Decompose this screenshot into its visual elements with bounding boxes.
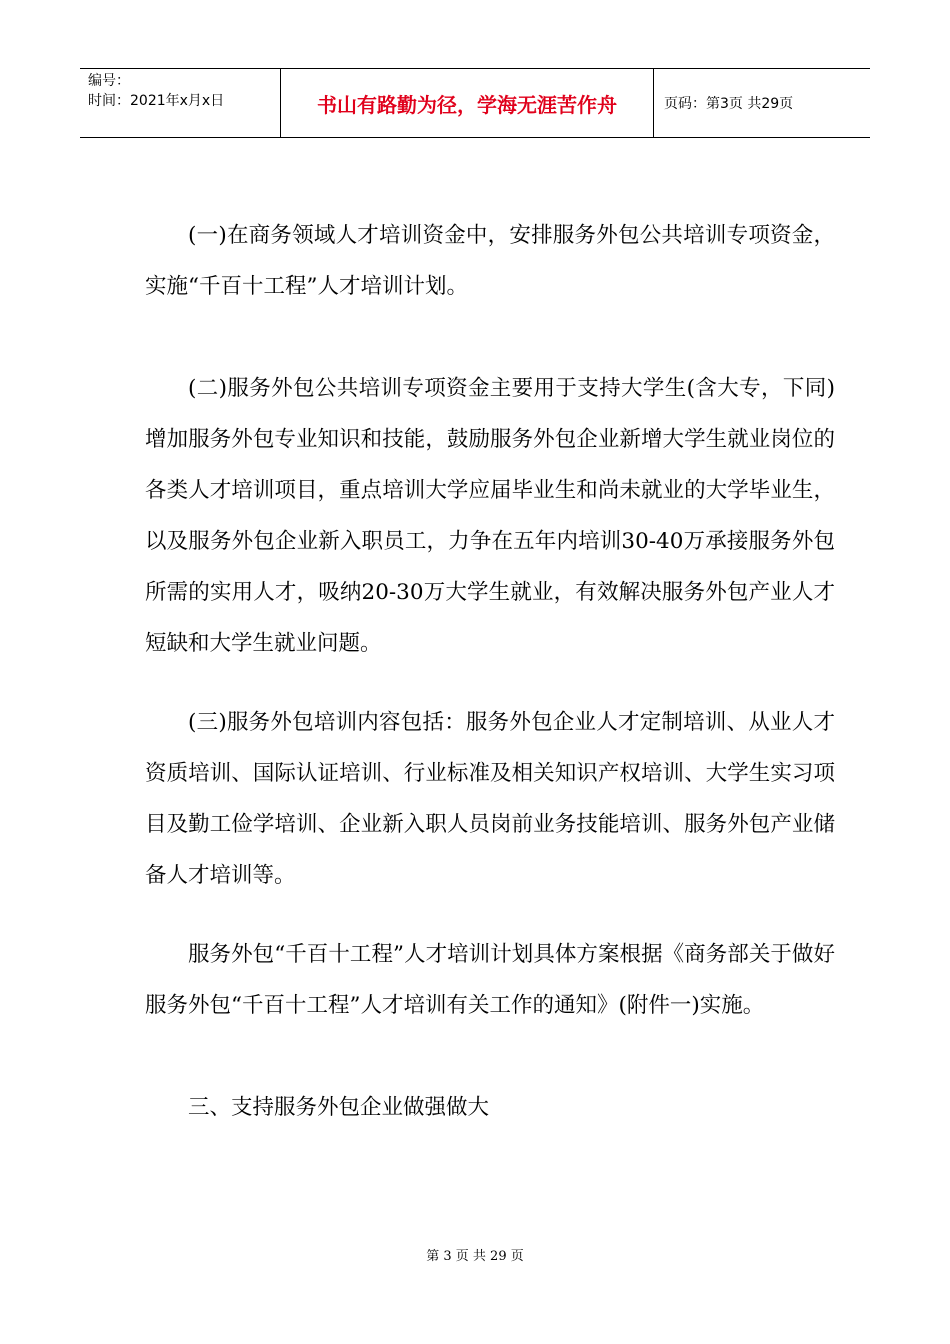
paragraph-2: (二)服务外包公共培训专项资金主要用于支持大学生(含大专，下同)增加服务外包专业知识和技能，鼓励服务外包企业新增大学生就业岗位的各类人才培训项目，重点培训大学应届毕业生和尚未就业的大学毕业生，以及服务外包企业新入职员工，力争在五年内培训30-40万承接服务外包所需的实用人才，吸纳20-30万大学生就业，有效解决服务外包产业人才短缺和大学生就业问题。 — [145, 376, 835, 656]
paragraph-1: (一)在商务领域人才培训资金中，安排服务外包公共培训专项资金，实施“千百十工程”人才培训计划。 — [145, 223, 835, 299]
time-label: 时间：2021年x月x日 — [88, 93, 225, 109]
paragraph-4: 服务外包“千百十工程”人才培训计划具体方案根据《商务部关于做好服务外包“千百十工程”人才培训有关工作的通知》(附件一)实施。 — [145, 942, 835, 1018]
header-page-info: 页码：第3页 共29页 — [664, 96, 794, 112]
number-label: 编号： — [88, 73, 130, 89]
page-header — [80, 68, 870, 138]
header-meta — [80, 69, 280, 137]
paragraph-3: (三)服务外包培训内容包括：服务外包企业人才定制培训、从业人才资质培训、国际认证培训、行业标准及相关知识产权培训、大学生实习项目及勤工俭学培训、企业新入职人员岗前业务技能培训、服务外包产业储备人才培训等。 — [145, 710, 835, 888]
section-heading: 三、支持服务外包企业做强做大 — [188, 1095, 490, 1120]
header-motto: 书山有路勤为径，学海无涯苦作舟 — [280, 69, 654, 137]
document-body — [145, 210, 835, 1133]
page-footer: 第 3 页 共 29 页 — [426, 1249, 524, 1264]
